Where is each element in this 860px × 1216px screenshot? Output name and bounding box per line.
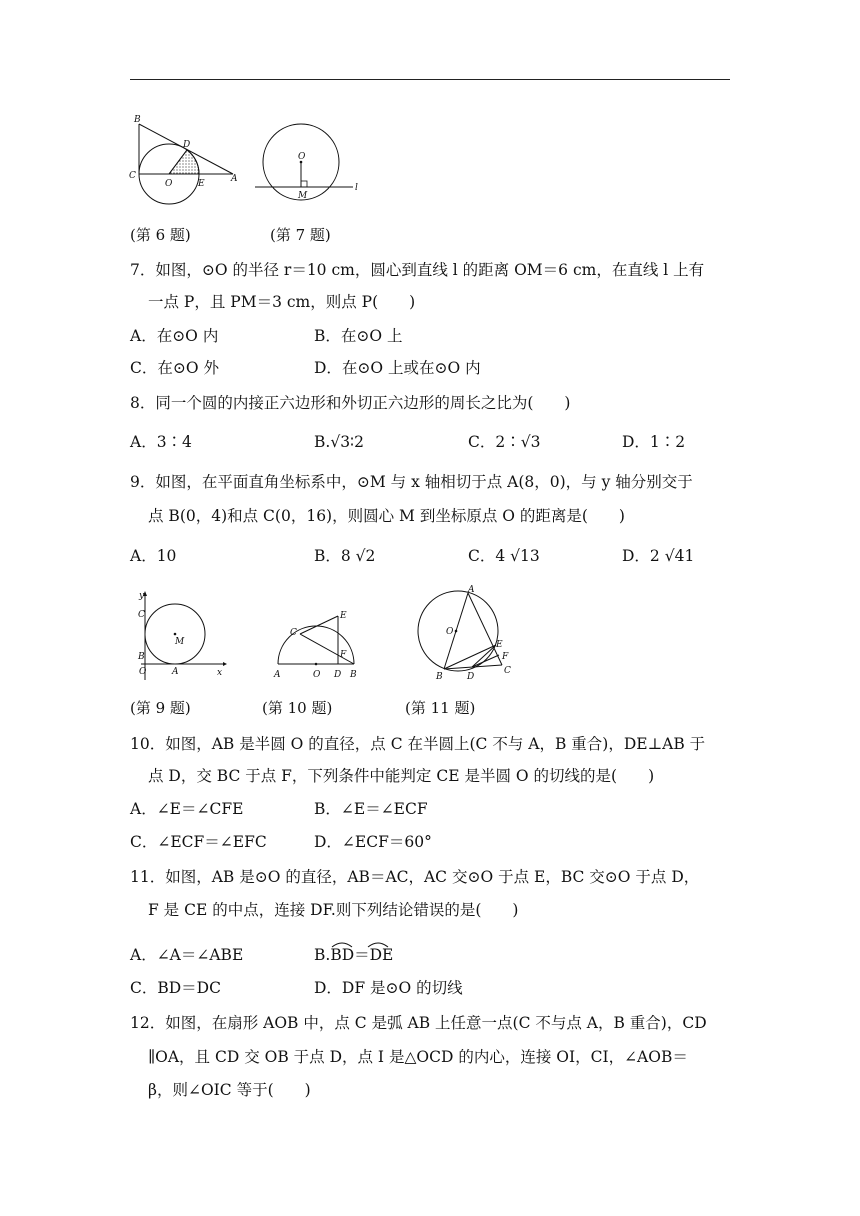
fig6-label-o: O [165,179,173,189]
figure-10 [270,606,370,682]
q8-option-a: A．3∶4 [130,433,192,451]
q12-line2: ∥OA，且 CD 交 OB 于点 D，点 I 是△OCD 的内心，连接 OI，CI，∠AOB＝ [148,1048,688,1066]
q9-line2: 点 B(0，4)和点 C(0，16)，则圆心 M 到坐标原点 O 的距离是( ) [148,507,625,525]
q7-option-d: D．在⊙O 上或在⊙O 内 [314,359,481,377]
fig11-label-a: A [468,585,475,595]
fig9-label-y: y [139,591,145,601]
top-rule [130,79,730,80]
fig11-label-d: D [467,672,475,682]
q11-option-d: D．DF 是⊙O 的切线 [314,979,463,997]
figure-7 [255,125,365,205]
fig10-label-e: E [340,611,347,621]
fig7-label-m: M [298,191,308,201]
q11-option-c: C．BD＝DC [130,979,221,997]
fig9-label-m: M [175,637,185,647]
fig6-label-a: A [231,174,238,184]
fig11-label-o: O [446,627,454,637]
fig10-ce [300,616,338,634]
q9-line1: 9．如图，在平面直角坐标系中，⊙M 与 x 轴相切于点 A(8，0)，与 y 轴分别交于 [130,473,693,491]
q12-line3: β，则∠OIC 等于( ) [148,1081,311,1099]
caption-fig9: (第 9 题) [130,699,191,717]
q7-line1: 7．如图，⊙O 的半径 r＝10 cm，圆心到直线 l 的距离 OM＝6 cm，在直线 l 上有 [130,261,705,279]
q10-option-b: B．∠E＝∠ECF [314,800,428,818]
q11-arc-marks [330,939,410,949]
fig11-label-c: C [504,666,511,676]
fig7-right-angle [301,181,307,187]
figure-11 [410,583,520,681]
fig10-label-b: B [350,670,357,680]
fig6-label-c: C [129,171,136,181]
q7-line2: 一点 P，且 PM＝3 cm，则点 P( ) [148,293,416,311]
q7-option-c: C．在⊙O 外 [130,359,219,377]
q10-line2: 点 D，交 BC 于点 F，下列条件中能判定 CE 是半圆 O 的切线的是( ) [148,767,655,785]
q9-option-b: B．8 √2 [314,547,376,565]
fig10-label-f: F [340,650,347,660]
fig11-ac [468,593,502,665]
q11-option-a: A．∠A＝∠ABE [130,946,244,964]
q8-option-d: D．1∶2 [622,433,686,451]
caption-fig11: (第 11 题) [405,699,476,717]
fig6-label-b: B [134,115,141,125]
q9-option-c: C．4 √13 [468,547,540,565]
q12-line1: 12．如图，在扇形 AOB 中，点 C 是弧 AB 上任意一点(C 不与点 A，B 重合)，CD [130,1014,707,1032]
q9-option-d: D．2 √41 [622,547,695,565]
fig6-label-e: E [198,179,205,189]
q8-option-b: B.√3∶2 [314,433,364,451]
fig11-de [472,645,496,667]
fig9-label-c: C [138,610,145,620]
caption-fig6: (第 6 题) [130,226,191,244]
fig11-label-e: E [496,640,503,650]
caption-fig7: (第 7 题) [270,226,331,244]
q8-option-c: C．2∶√3 [468,433,541,451]
fig6-label-d: D [183,140,191,150]
q11-line1: 11．如图，AB 是⊙O 的直径，AB＝AC，AC 交⊙O 于点 E，BC 交⊙O 于点 D， [130,868,700,886]
fig7-label-o: O [298,152,306,162]
q10-line1: 10．如图，AB 是半圆 O 的直径，点 C 在半圆上(C 不与 A，B 重合)，DE⊥AB 于 [130,735,706,753]
figure-9 [135,590,230,682]
q7-option-b: B．在⊙O 上 [314,327,403,345]
fig10-label-a: A [274,670,281,680]
fig11-label-b: B [436,672,443,682]
q7-option-a: A．在⊙O 内 [130,327,219,345]
q10-option-d: D．∠ECF＝60° [314,833,432,851]
fig11-label-f: F [502,652,509,662]
fig10-label-c: C [290,628,297,638]
fig9-label-x: x [217,668,223,678]
fig9-label-a: A [172,667,179,677]
fig10-label-o: O [313,670,321,680]
q10-option-c: C．∠ECF＝∠EFC [130,833,267,851]
fig10-label-d: D [334,670,342,680]
q11-line2: F 是 CE 的中点，连接 DF.则下列结论错误的是( ) [148,901,519,919]
caption-fig10: (第 10 题) [262,699,333,717]
fig9-label-o: O [139,667,147,677]
q11-option-b: B.BD＝DE [314,946,394,964]
figure-6 [125,112,245,192]
q10-option-a: A．∠E＝∠CFE [130,800,244,818]
fig9-label-b: B [138,652,145,662]
q9-option-a: A．10 [130,547,177,565]
fig7-label-l: l [355,183,358,193]
q8-line1: 8．同一个圆的内接正六边形和外切正六边形的周长之比为( ) [130,394,571,412]
